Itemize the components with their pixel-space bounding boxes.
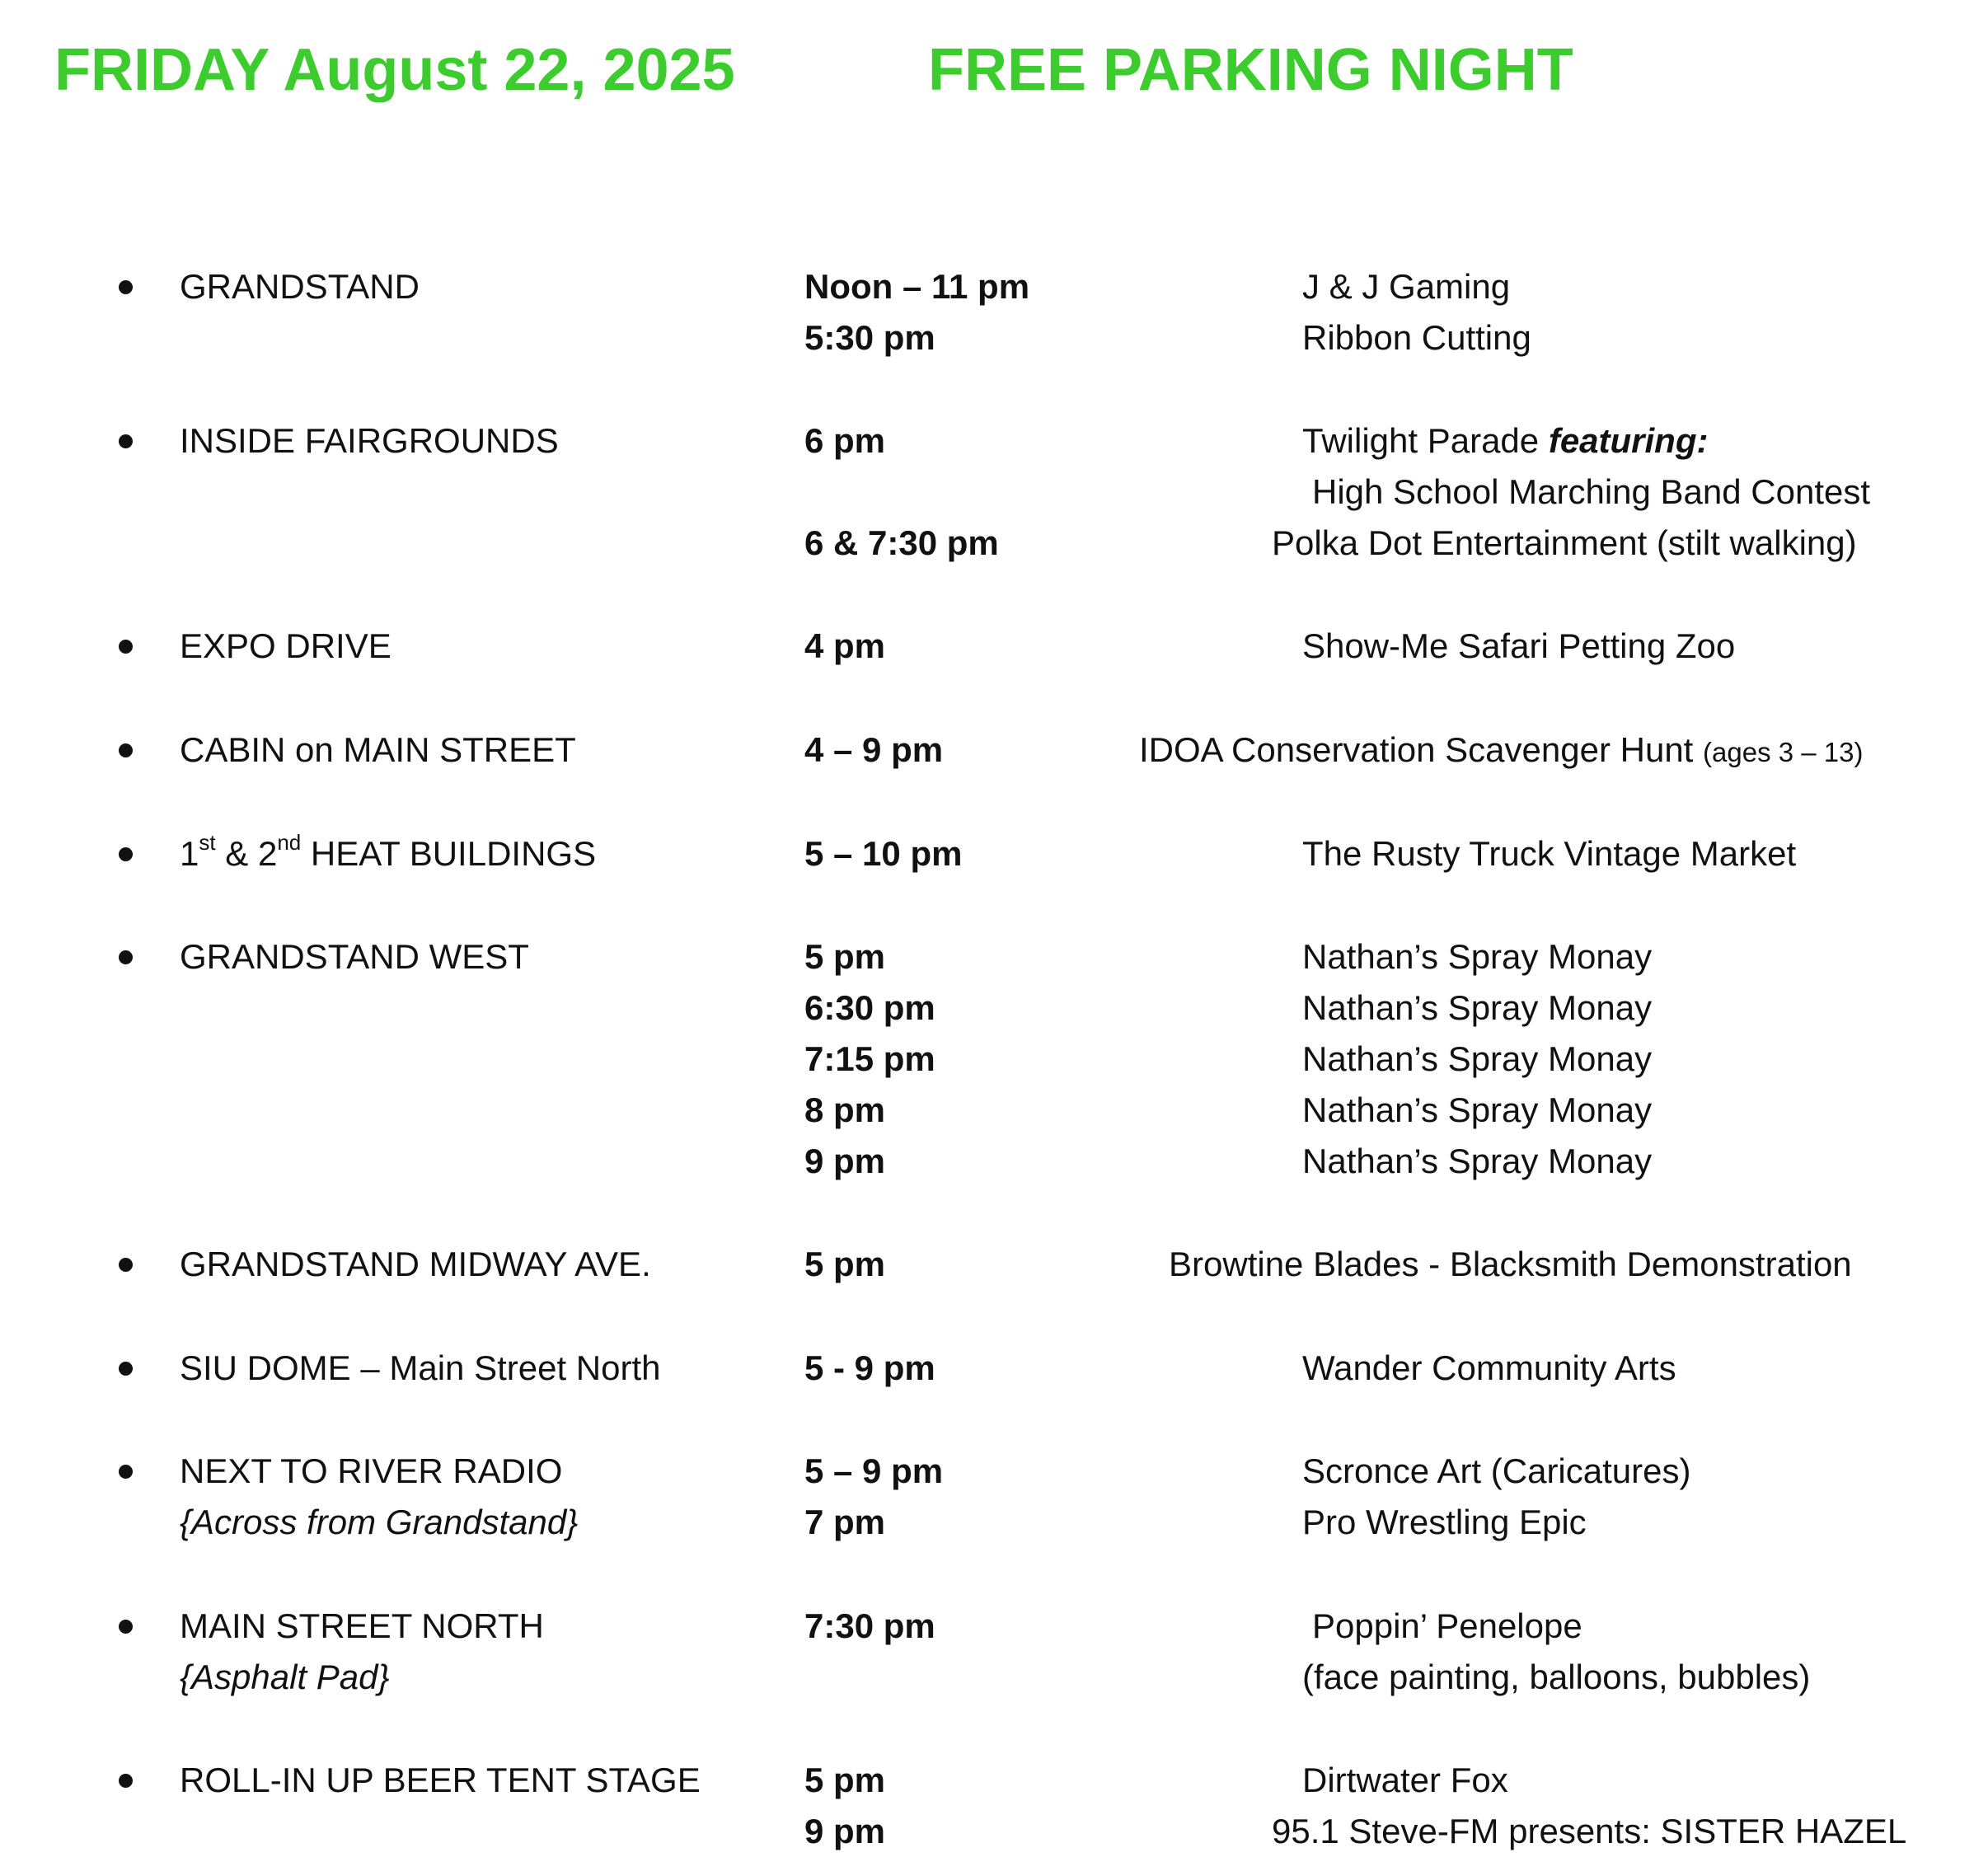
time: 7 pm [804, 1503, 886, 1541]
time: 4 – 9 pm [804, 730, 944, 769]
time: 6:30 pm [804, 988, 935, 1027]
schedule-line-grandstand-west [0, 931, 1988, 982]
location-part: 1 [180, 834, 199, 873]
bullet-icon [119, 1774, 133, 1788]
ordinal-suffix: nd [277, 830, 302, 855]
bullet-icon [119, 1258, 133, 1272]
event: Poppin’ Penelope [1312, 1606, 1582, 1645]
event: J & J Gaming [1302, 267, 1511, 306]
bullet-icon [119, 950, 133, 964]
event-text: Twilight Parade [1302, 421, 1549, 460]
event: Nathan’s Spray Monay [1302, 1090, 1653, 1129]
schedule-line [0, 982, 1988, 1034]
time: 7:30 pm [804, 1606, 935, 1645]
schedule-line-cabin [0, 725, 1988, 776]
schedule-line-grandstand [0, 261, 1988, 312]
bullet-icon [119, 1620, 133, 1634]
location: MAIN STREET NORTH [180, 1606, 544, 1645]
event [1302, 415, 1708, 467]
schedule-line [0, 1806, 1988, 1857]
time: 5 – 10 pm [804, 834, 963, 873]
event: Show-Me Safari Petting Zoo [1302, 626, 1736, 665]
time: 5 pm [804, 1761, 886, 1799]
event: Scronce Art (Caricatures) [1302, 1451, 1691, 1490]
header-date: FRIDAY August 22, 2025 [54, 37, 735, 103]
location: EXPO DRIVE [180, 626, 392, 665]
schedule-line [0, 312, 1988, 363]
bullet-icon [119, 1362, 133, 1376]
location [180, 828, 596, 879]
time: 5 - 9 pm [804, 1348, 935, 1387]
schedule-line [0, 467, 1988, 518]
schedule-line-expo-drive [0, 621, 1988, 672]
event: The Rusty Truck Vintage Market [1302, 834, 1797, 873]
schedule-line [0, 1085, 1988, 1136]
schedule-line [0, 518, 1988, 569]
time: 4 pm [804, 626, 886, 665]
bullet-icon [119, 434, 133, 448]
time: 6 & 7:30 pm [804, 523, 999, 562]
schedule-line-inside-fairgrounds [0, 415, 1988, 467]
event: Nathan’s Spray Monay [1302, 988, 1653, 1027]
schedule-line-main-street-north [0, 1601, 1988, 1652]
location-part: & 2 [215, 834, 278, 873]
schedule-line [0, 1136, 1988, 1187]
location: GRANDSTAND [180, 267, 420, 306]
schedule-line [0, 1034, 1988, 1085]
time: 9 pm [804, 1142, 886, 1180]
bullet-icon [119, 640, 133, 654]
event: (face painting, balloons, bubbles) [1302, 1658, 1811, 1696]
event: Browtine Blades - Blacksmith Demonstration [1169, 1245, 1852, 1283]
event-text: IDOA Conservation Scavenger Hunt [1139, 730, 1704, 769]
schedule-line [0, 1497, 1988, 1548]
time: Noon – 11 pm [804, 267, 1030, 306]
location: INSIDE FAIRGROUNDS [180, 421, 559, 460]
time: 5 – 9 pm [804, 1451, 944, 1490]
time: 8 pm [804, 1090, 886, 1129]
time: 7:15 pm [804, 1039, 935, 1078]
event-note: (ages 3 – 13) [1703, 737, 1864, 767]
location-note: {Asphalt Pad} [180, 1658, 390, 1696]
location: ROLL-IN UP BEER TENT STAGE [180, 1761, 701, 1799]
schedule-line [0, 1652, 1988, 1703]
location: CABIN on MAIN STREET [180, 730, 576, 769]
schedule-line-midway-ave [0, 1239, 1988, 1290]
bullet-icon [119, 280, 133, 294]
location: GRANDSTAND MIDWAY AVE. [180, 1245, 651, 1283]
schedule-line-siu-dome [0, 1343, 1988, 1394]
ordinal-suffix: st [199, 830, 216, 855]
event: Wander Community Arts [1302, 1348, 1676, 1387]
location: NEXT TO RIVER RADIO [180, 1451, 563, 1490]
event: Polka Dot Entertainment (stilt walking) [1272, 523, 1857, 562]
header-free-parking: FREE PARKING NIGHT [928, 37, 1573, 103]
event: High School Marching Band Contest [1312, 472, 1871, 511]
location: SIU DOME – Main Street North [180, 1348, 661, 1387]
location: GRANDSTAND WEST [180, 937, 529, 976]
event [1139, 725, 1864, 778]
event: Pro Wrestling Epic [1302, 1503, 1587, 1541]
event: Ribbon Cutting [1302, 318, 1531, 357]
location-part: HEAT BUILDINGS [301, 834, 597, 873]
bullet-icon [119, 1465, 133, 1479]
bullet-icon [119, 847, 133, 861]
schedule-line-heat-buildings [0, 828, 1988, 879]
event: Nathan’s Spray Monay [1302, 1142, 1653, 1180]
time: 6 pm [804, 421, 886, 460]
schedule-line-river-radio [0, 1446, 1988, 1497]
time: 5:30 pm [804, 318, 935, 357]
schedule-line-beer-tent [0, 1755, 1988, 1806]
bullet-icon [119, 743, 133, 757]
time: 5 pm [804, 1245, 886, 1283]
time: 5 pm [804, 937, 886, 976]
event: Nathan’s Spray Monay [1302, 1039, 1653, 1078]
event: 95.1 Steve-FM presents: SISTER HAZEL [1272, 1812, 1907, 1850]
event-emphasis: featuring: [1548, 421, 1709, 460]
event: Dirtwater Fox [1302, 1761, 1508, 1799]
time: 9 pm [804, 1812, 886, 1850]
location-note: {Across from Grandstand} [180, 1503, 579, 1541]
event: Nathan’s Spray Monay [1302, 937, 1653, 976]
